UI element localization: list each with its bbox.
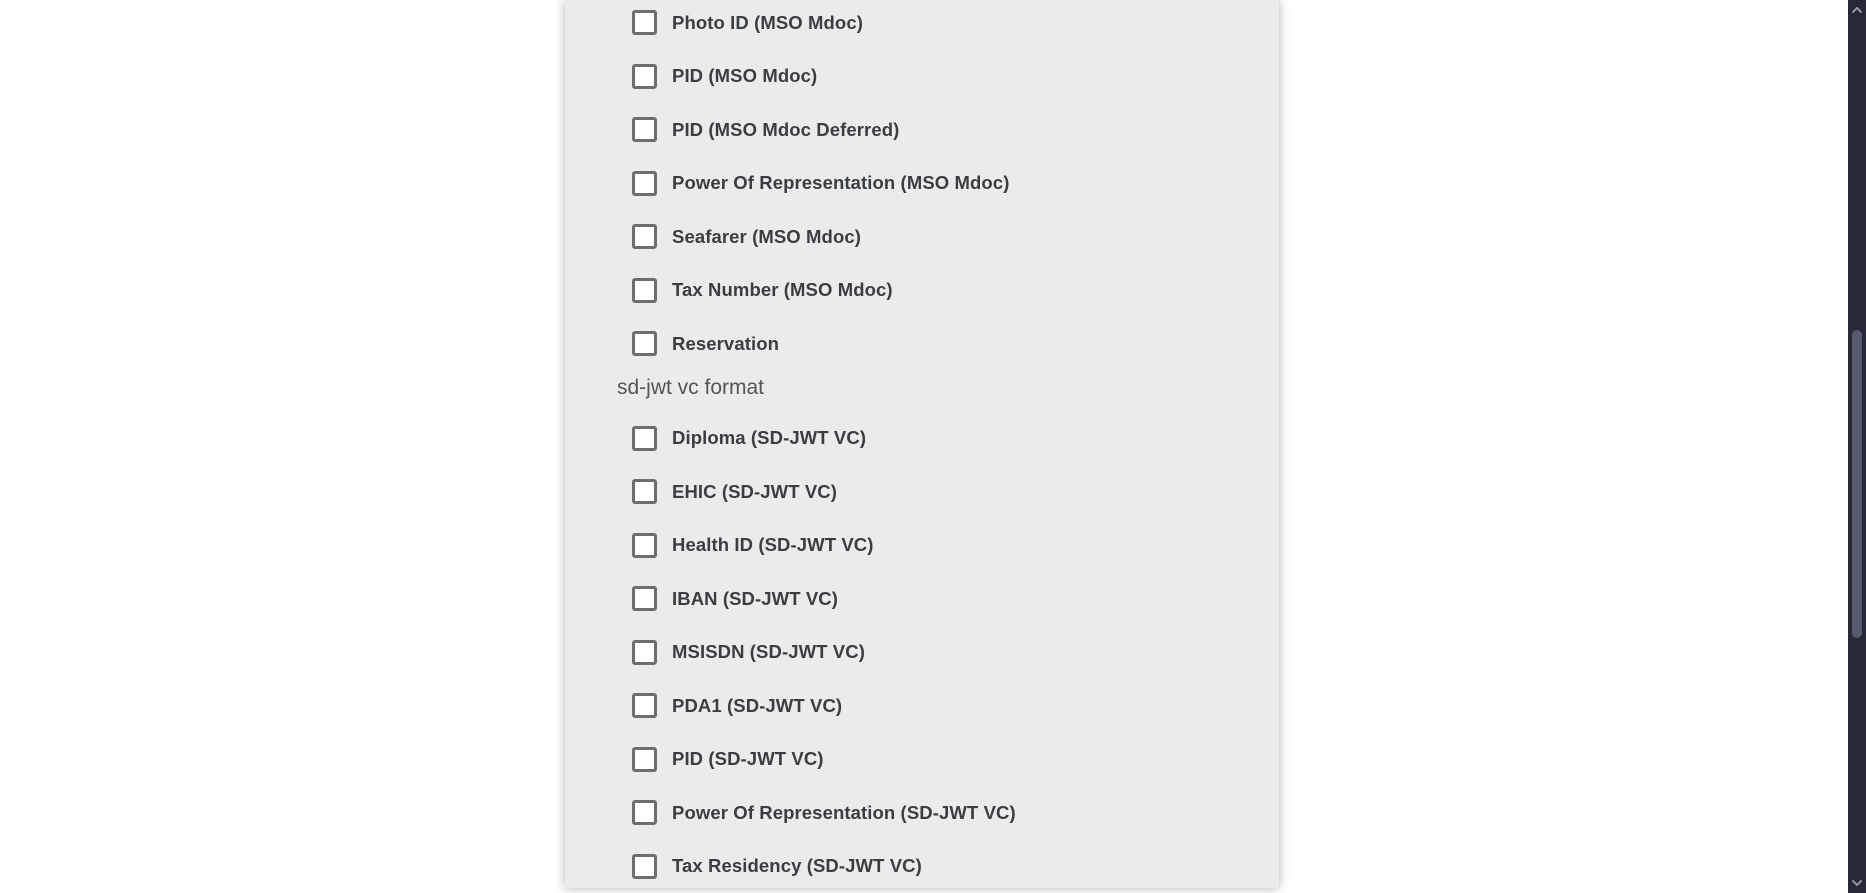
credential-checkbox-pid-mdoc-deferred[interactable] bbox=[632, 117, 657, 142]
section-heading-sdjwt: sd-jwt vc format bbox=[617, 376, 765, 399]
mdoc-credentials-section bbox=[565, 10, 1279, 356]
credential-checkbox-msisdn-sdjwt[interactable] bbox=[632, 640, 657, 665]
checkbox-row bbox=[632, 64, 1279, 89]
credential-checkbox-photo-id-mdoc[interactable] bbox=[632, 10, 657, 35]
credential-label[interactable]: Tax Residency (SD-JWT VC) bbox=[672, 855, 922, 876]
credential-label[interactable]: Photo ID (MSO Mdoc) bbox=[672, 11, 863, 33]
chevron-up-icon bbox=[1852, 7, 1862, 13]
credential-label[interactable]: Tax Number (MSO Mdoc) bbox=[672, 279, 893, 300]
checkbox-row bbox=[632, 224, 1279, 249]
checkbox-row bbox=[632, 640, 1279, 665]
credential-label[interactable]: PID (MSO Mdoc Deferred) bbox=[672, 118, 900, 140]
credential-label[interactable]: Health ID (SD-JWT VC) bbox=[672, 534, 874, 555]
credential-checkbox-por-mdoc[interactable] bbox=[632, 171, 657, 196]
checkbox-row bbox=[632, 800, 1279, 825]
credential-label[interactable]: Reservation bbox=[672, 332, 780, 354]
credential-label[interactable]: Power Of Representation (MSO Mdoc) bbox=[672, 172, 1010, 193]
credential-checkbox-reservation[interactable] bbox=[632, 331, 657, 356]
credential-label[interactable]: PID (MSO Mdoc) bbox=[672, 65, 818, 86]
credential-checkbox-seafarer-mdoc[interactable] bbox=[632, 224, 657, 249]
checkbox-row bbox=[632, 533, 1279, 558]
credential-label[interactable]: Diploma (SD-JWT VC) bbox=[672, 427, 867, 448]
scroll-down-button[interactable] bbox=[1848, 874, 1866, 892]
credential-checkbox-pid-sdjwt[interactable] bbox=[632, 747, 657, 772]
credential-label[interactable]: PID (SD-JWT VC) bbox=[672, 748, 824, 769]
scroll-up-button[interactable] bbox=[1848, 1, 1866, 19]
sdjwt-credentials-section bbox=[565, 426, 1279, 879]
checkbox-row bbox=[632, 171, 1279, 196]
chevron-down-icon bbox=[1852, 880, 1862, 886]
checkbox-row bbox=[632, 278, 1279, 303]
checkbox-row bbox=[632, 693, 1279, 718]
scrollbar-thumb[interactable] bbox=[1852, 330, 1862, 638]
credential-label[interactable]: Power Of Representation (SD-JWT VC) bbox=[672, 801, 1016, 823]
credential-label[interactable]: EHIC (SD-JWT VC) bbox=[672, 480, 838, 502]
credential-label[interactable]: PDA1 (SD-JWT VC) bbox=[672, 694, 843, 716]
credential-checkbox-ehic-sdjwt[interactable] bbox=[632, 479, 657, 504]
credential-checkbox-por-sdjwt[interactable] bbox=[632, 800, 657, 825]
credential-checkbox-health-id-sdjwt[interactable] bbox=[632, 533, 657, 558]
credential-label[interactable]: Seafarer (MSO Mdoc) bbox=[672, 225, 861, 247]
checkbox-row bbox=[632, 117, 1279, 142]
checkbox-row bbox=[632, 854, 1279, 879]
credential-checkbox-pid-mdoc[interactable] bbox=[632, 64, 657, 89]
vertical-scrollbar[interactable] bbox=[1848, 0, 1866, 893]
checkbox-row bbox=[632, 10, 1279, 35]
credential-checkbox-diploma-sdjwt[interactable] bbox=[632, 426, 657, 451]
credential-checkbox-tax-number-mdoc[interactable] bbox=[632, 278, 657, 303]
credential-checkbox-iban-sdjwt[interactable] bbox=[632, 586, 657, 611]
credential-selection-panel bbox=[565, 0, 1279, 888]
credential-checkbox-tax-residency-sdjwt[interactable] bbox=[632, 854, 657, 879]
checkbox-row bbox=[632, 331, 1279, 356]
credential-label[interactable]: MSISDN (SD-JWT VC) bbox=[672, 641, 865, 662]
checkbox-row bbox=[632, 479, 1279, 504]
credential-label[interactable]: IBAN (SD-JWT VC) bbox=[672, 587, 839, 609]
checkbox-row bbox=[632, 426, 1279, 451]
checkbox-row bbox=[632, 586, 1279, 611]
credential-checkbox-pda1-sdjwt[interactable] bbox=[632, 693, 657, 718]
checkbox-row bbox=[632, 747, 1279, 772]
